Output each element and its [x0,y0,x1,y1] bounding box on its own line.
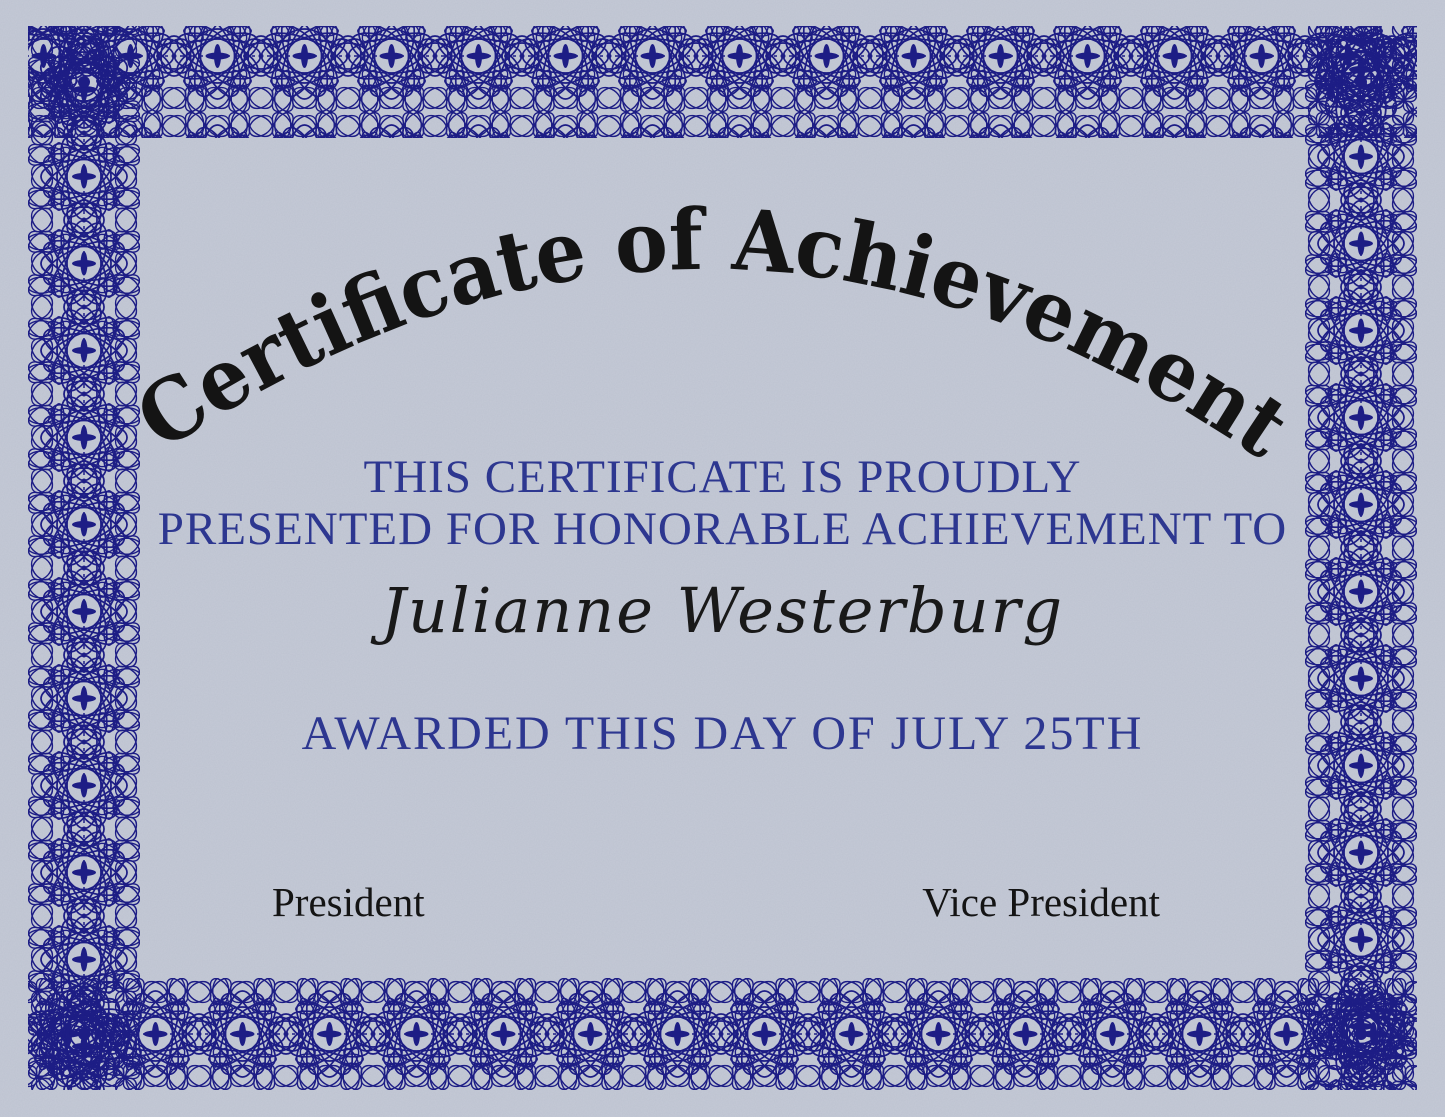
certificate-title: Certificate of Achievement [119,189,1309,479]
signature-row [272,878,1160,926]
president-signature-label: President [272,879,425,925]
presented-line-1: THIS CERTIFICATE IS PROUDLY [363,451,1082,503]
presented-line-2: PRESENTED FOR HONORABLE ACHIEVEMENT TO [157,503,1288,555]
vice-president-signature-label: Vice President [922,879,1160,925]
recipient-name: Julianne Westerburg [380,574,1065,647]
awarded-date-line: AWARDED THIS DAY OF JULY 25TH [301,707,1144,760]
